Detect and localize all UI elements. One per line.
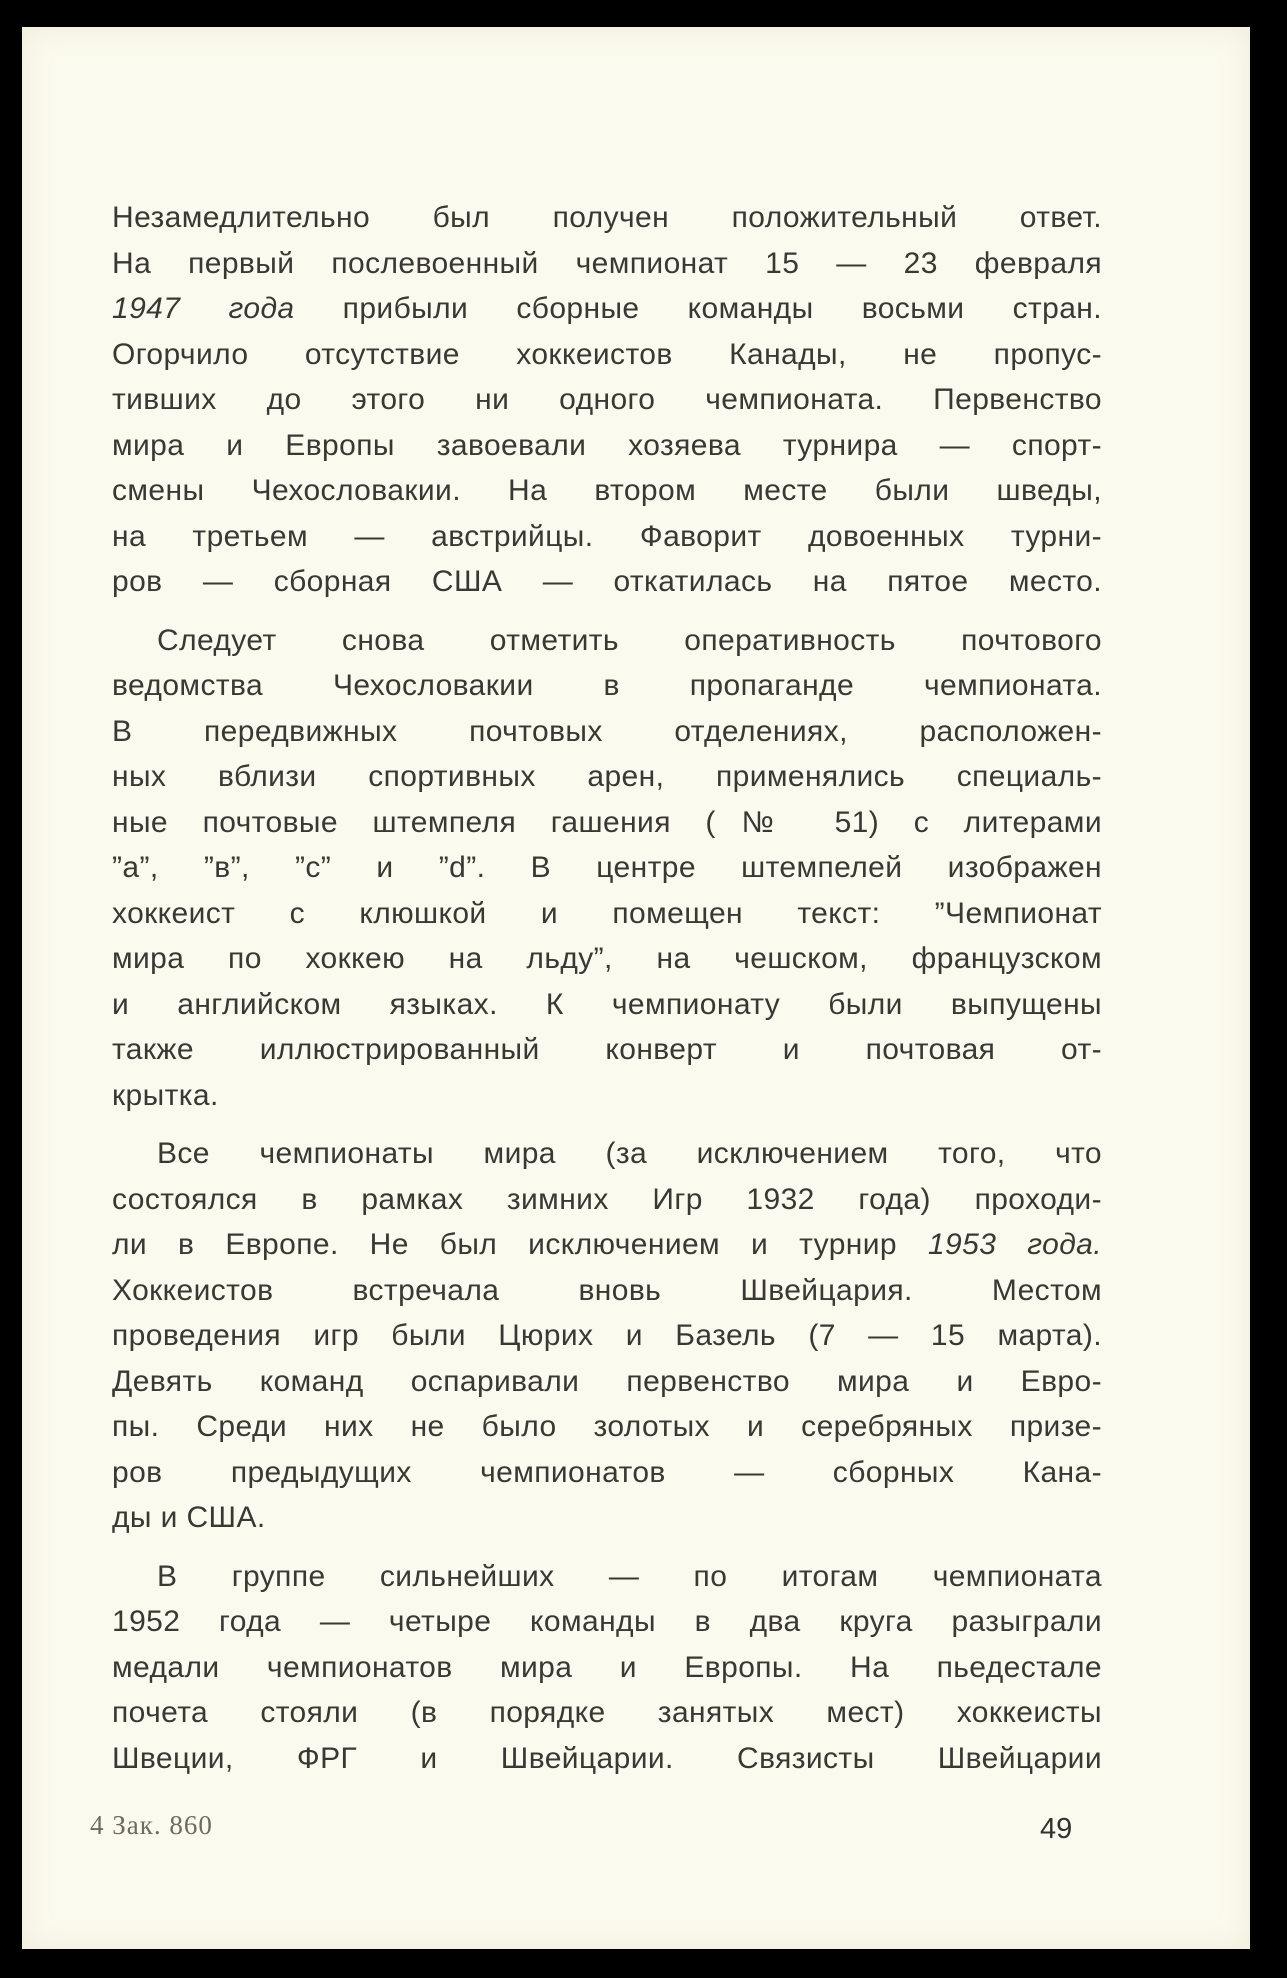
text-line: Швеции, ФРГ и Швейцарии. Связисты Швейцарии	[112, 1741, 1102, 1775]
italic-year: 1953 года.	[927, 1228, 1102, 1261]
text-line: На первый послевоенный чемпионат 15 — 23 февраля	[112, 246, 1102, 280]
body-text	[112, 195, 1102, 1794]
text-line: В передвижных почтовых отделениях, расположен-	[112, 714, 1102, 748]
text-line: ли в Европе. Не был исключением и турнир 1953 года.	[112, 1228, 1102, 1261]
text-line: мира и Европы завоевали хозяева турнира — спорт-	[112, 428, 1102, 462]
text-line: пы. Среди них не было золотых и серебряных призе-	[112, 1410, 1102, 1443]
page-number: 49	[1040, 1813, 1073, 1845]
text-line: также иллюстрированный конверт и почтовая от-	[112, 1033, 1102, 1066]
text-line: ров — сборная США — откатилась на пятое место.	[112, 565, 1102, 598]
paragraph-4	[112, 1554, 1102, 1782]
text-line: Девять команд оспаривали первенство мира и Евро-	[112, 1364, 1102, 1398]
text-line: Все чемпионаты мира (за исключением того, что	[157, 1137, 1102, 1170]
italic-year: 1947 года	[112, 292, 295, 325]
text-line: ров предыдущих чемпионатов — сборных Кана-	[112, 1455, 1102, 1489]
text-line: медали чемпионатов мира и Европы. На пьедестале	[112, 1650, 1102, 1684]
text-line: на третьем — австрийцы. Фаворит довоенных турни-	[112, 519, 1102, 553]
text-line: ”a”, ”в”, ”c” и ”d”. В центре штемпелей изображен	[112, 851, 1102, 884]
text-line: ные почтовые штемпеля гашения (№ 51) с литерами	[112, 805, 1102, 839]
paragraph-1	[112, 195, 1102, 605]
text-line: Хоккеистов встречала вновь Швейцария. Местом	[112, 1273, 1102, 1307]
text-line: проведения игр были Цюрих и Базель (7 — 15 марта).	[112, 1319, 1102, 1352]
text-line: мира по хоккею на льду”, на чешском, французском	[112, 942, 1102, 975]
text-line: состоялся в рамках зимних Игр 1932 года) проходи-	[112, 1182, 1102, 1216]
text-line: крытка.	[112, 1078, 219, 1112]
text-line: ведомства Чехословакии в пропаганде чемпионата.	[112, 669, 1102, 702]
book-page	[22, 27, 1250, 1949]
text-line: Незамедлительно был получен положительный ответ.	[112, 201, 1102, 234]
text-line: ных вблизи спортивных арен, применялись специаль-	[112, 760, 1102, 793]
text-line: 1947 года прибыли сборные команды восьми стран.	[112, 292, 1102, 325]
paragraph-3	[112, 1131, 1102, 1541]
text-line: Огорчило отсутствие хоккеистов Канады, не пропус-	[112, 337, 1102, 371]
text-line: Следует снова отметить оперативность почтового	[157, 623, 1102, 657]
text-line: и английском языках. К чемпионату были выпущены	[112, 987, 1102, 1021]
text-line: смены Чехословакии. На втором месте были шведы,	[112, 474, 1102, 507]
text-line: 1952 года — четыре команды в два круга разыграли	[112, 1605, 1102, 1638]
text-line: почета стояли (в порядке занятых мест) хоккеисты	[112, 1696, 1102, 1729]
text-line: В группе сильнейших — по итогам чемпионата	[157, 1559, 1102, 1593]
printing-order-mark: 4 Зак. 860	[90, 1810, 213, 1840]
text-line: тивших до этого ни одного чемпионата. Первенство	[112, 383, 1102, 416]
text-line: хоккеист с клюшкой и помещен текст: ”Чемпионат	[112, 896, 1102, 930]
text-line: ды и США.	[112, 1501, 266, 1534]
paragraph-2	[112, 618, 1102, 1119]
